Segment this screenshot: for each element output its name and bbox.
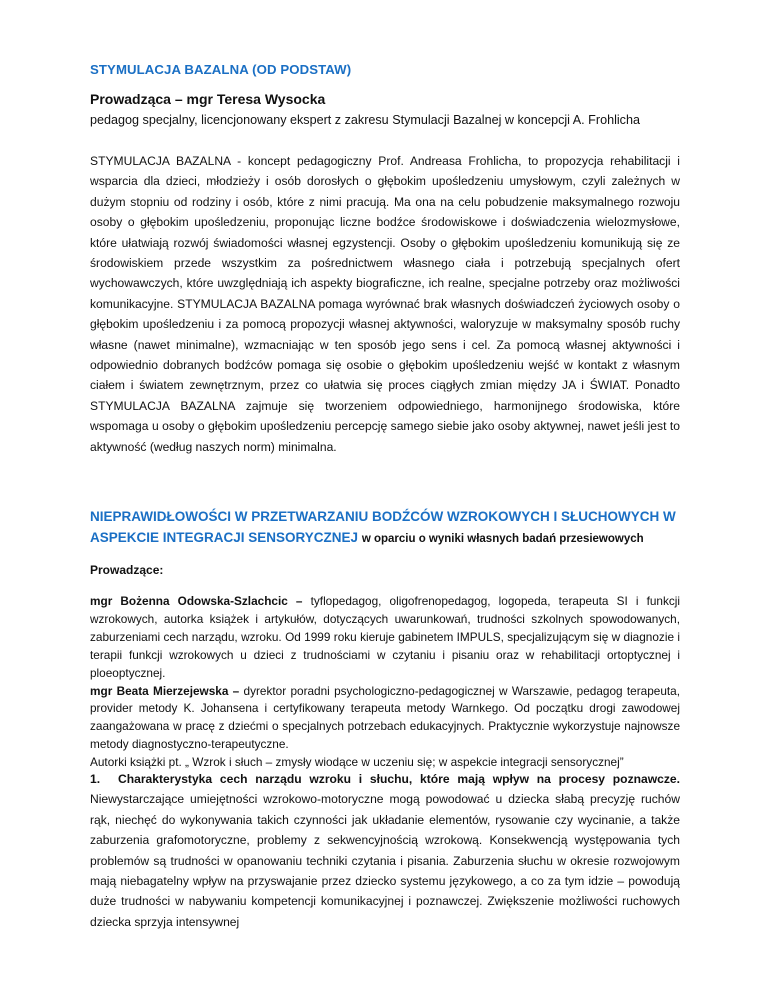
bio-2 — [90, 683, 680, 755]
section2-subtitle: w oparciu o wyniki własnych badań przesiewowych — [361, 533, 644, 545]
bio-1 — [90, 593, 680, 683]
section2-point-1 — [90, 769, 680, 932]
point-number: 1. — [90, 772, 101, 786]
point-heading: Charakterystyka cech narządu wzroku i słuchu, które mają wpływ na procesy poznawcze. — [118, 772, 680, 786]
bio-1-text: tyflopedagog, oligofrenopedagog, logopeda, terapeuta SI i funkcji wzrokowych, autorka książek i artykułów, dotyczących uwarunkowań, trudności szkolnych spowodowanych, zaburzeniami cech narządu, wzroku. Od 1999 roku kieruje gabinetem IMPULS, specjalizującym się w diagnozie i terapii funkcji wzrokowych u dzieci z trudnościami w czytaniu i pisaniu oraz w rehabilitacji ortoptycznej i ploeoptycznej. — [90, 594, 681, 680]
section1-lead-label: Prowadząca – mgr Teresa Wysocka — [90, 91, 326, 107]
presenters-label: Prowadzące: — [90, 563, 164, 577]
section2-title-block — [90, 506, 680, 550]
book-line: Autorki książki pt. „ Wzrok i słuch – zmysły wiodące w uczeniu się; w aspekcie integracji sensorycznej” — [90, 755, 624, 770]
bio-2-name: mgr Beata Mierzejewska – — [90, 683, 240, 698]
section1-title: STYMULACJA BAZALNA (OD PODSTAW) — [90, 62, 352, 77]
section2-title: NIEPRAWIDŁOWOŚCI W PRZETWARZANIU BODŹCÓW WZROKOWYCH I SŁUCHOWYCH W ASPEKCIE INTEGRACJI SENSORYCZNEJ — [90, 509, 676, 545]
point-text: Niewystarczające umiejętności wzrokowo-motoryczne mogą powodować u dziecka słabą precyzję ruchów rąk, niechęć do wykonywania takich czynności jak układanie elementów, rysowanie czy wycinanie, a także zaburzenia grafomotoryczne, problemy z sekwencyjnością wzrokową. Konsekwencją występowania tych problemów są trudności w opanowaniu techniki czytania i pisania. Zaburzenia słuchu w okresie rozwojowym mają niebagatelny wpływ na przyswajanie przez dziecko systemu językowego, a co za tym idzie – powodują duże trudności w nabywaniu kompetencji komunikacyjnej i poznawczej. Zwiększenie możliwości ruchowych dziecka sprzyja intensywnej — [90, 792, 680, 929]
presenters-bios — [90, 593, 680, 772]
section1-lead-description: pedagog specjalny, licencjonowany ekspert z zakresu Stymulacji Bazalnej w koncepcji A. Frohlicha — [90, 113, 640, 127]
bio-1-name: mgr Bożenna Odowska-Szlachcic – — [90, 594, 303, 608]
section1-paragraph: STYMULACJA BAZALNA - koncept pedagogiczny Prof. Andreasa Frohlicha, to propozycja rehabilitacji i wsparcia dla dzieci, młodzieży i osób dorosłych o głębokim upośledzeniu umysłowym, czyli zależnych w dużym stopniu od rodziny i osób, które z nimi pracują. Ma ona na celu pobudzenie maksymalnego rozwoju osoby o głębokim upośledzeniu, proponując liczne bodźce środowiskowe i doświadczenia wielozmysłowe, które ułatwiają rozwój świadomości własnej egzystencji. Osoby o głębokim upośledzeniu komunikują się ze środowiskiem przede wszystkim za pośrednictwem własnego ciała i potrzebują specjalnych ofert wychowawczych, które uwzględniają ich aspekty biograficzne, ich realne, specjalne potrzeby oraz możliwości komunikacyjne. STYMULACJA BAZALNA pomaga wyrównać brak własnych doświadczeń życiowych osoby o głębokim upośledzeniu i za pomocą propozycji własnej aktywności, waloryzuje w maksymalny sposób ruchy własne (nawet minimalne), wzmacniając w ten sposób jego sens i cel. Za pomocą własnej aktywności i odpowiednio dobranych bodźców pomaga się osobie o głębokim upośledzeniu wejść w kontakt z własnym ciałem i światem zewnętrznym, przez co ułatwia się proces ciągłych zmian między JA i ŚWIAT. Ponadto STYMULACJA BAZALNA zajmuje się tworzeniem odpowiedniego, harmonijnego środowiska, które wspomaga u osoby o głębokim upośledzeniu percepcję samego siebie jako osoby aktywnej, nawet jeśli jest to aktywność (według naszych norm) minimalna. — [90, 154, 680, 454]
bio-2-text: dyrektor poradni psychologiczno-pedagogicznej w Warszawie, pedagog terapeuta, provider metody K. Johansena i certyfikowany terapeuta metody Warnkego. Od początku drogi zawodowej zaangażowana w pracę z dziećmi o specjalnych potrzebach edukacyjnych. Praktycznie wykorzystuje najnowsze metody diagnostyczno-terapeutyczne. — [90, 683, 680, 752]
